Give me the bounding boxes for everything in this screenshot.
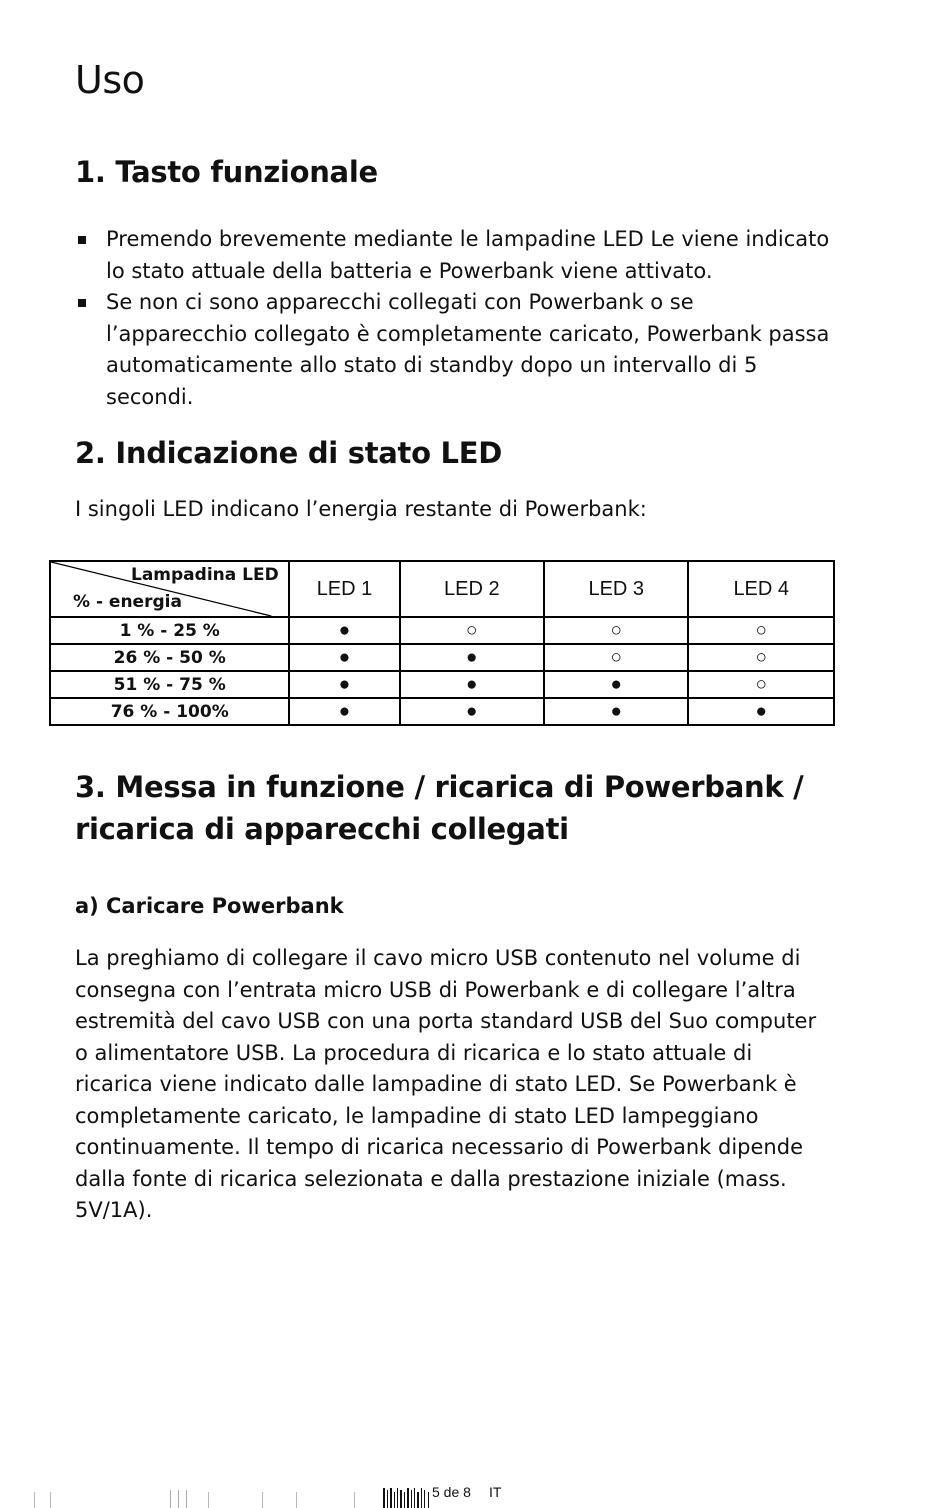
range-cell: 26 % - 50 % bbox=[50, 644, 289, 671]
led-state-cell: ○ bbox=[544, 644, 688, 671]
corner-top-label: Lampadina LED bbox=[131, 565, 279, 585]
subsection-heading bbox=[75, 894, 344, 918]
page-title: Uso bbox=[75, 58, 145, 102]
led-state-cell: ● bbox=[289, 617, 399, 644]
subsection-title: Caricare Powerbank bbox=[106, 894, 344, 918]
table-row bbox=[50, 671, 834, 698]
table-corner-cell bbox=[50, 561, 289, 617]
bullet-item bbox=[75, 224, 835, 287]
table-row bbox=[50, 698, 834, 725]
range-cell: 1 % - 25 % bbox=[50, 617, 289, 644]
range-cell: 76 % - 100% bbox=[50, 698, 289, 725]
column-header: LED 1 bbox=[289, 561, 399, 617]
page-number: 5 de 8 bbox=[432, 1484, 471, 1500]
section3-heading-line2: ricarica di apparecchi collegati bbox=[75, 812, 569, 846]
corner-bottom-label: % - energia bbox=[73, 592, 182, 612]
section1-bullet-list bbox=[75, 224, 835, 413]
led-state-cell: ○ bbox=[544, 617, 688, 644]
section3-heading-line1: 3. Messa in funzione / ricarica di Powerbank / bbox=[75, 770, 804, 804]
bullet-text: Se non ci sono apparecchi collegati con Powerbank o se l’apparecchio collegato è completamente caricato, Powerbank passa automaticamente allo stato di standby dopo un intervallo di 5 secondi. bbox=[106, 290, 830, 409]
led-state-cell: ● bbox=[289, 644, 399, 671]
barcode-icon bbox=[383, 1486, 435, 1508]
subsection-label: a) bbox=[75, 894, 99, 918]
column-header: LED 3 bbox=[544, 561, 688, 617]
section3-paragraph: La preghiamo di collegare il cavo micro USB contenuto nel volume di consegna con l’entrata micro USB di Powerbank e di collegare l’altra estremità del cavo USB con una porta standard USB del Suo computer o alimentatore USB. La procedura di ricarica e lo stato attuale di ricarica viene indicato dalle lampadine di stato LED. Se Powerbank è completamente caricato, le lampadine di stato LED lampeggiano continuamente. Il tempo di ricarica necessario di Powerbank dipende dalla fonte di ricarica selezionata e dalla prestazione iniziale (mass. 5V/1A). bbox=[75, 946, 817, 1222]
table-row bbox=[50, 644, 834, 671]
scan-artifact-marks bbox=[30, 1490, 360, 1508]
square-bullet-icon bbox=[78, 299, 86, 307]
led-state-cell: ● bbox=[400, 671, 544, 698]
led-state-cell: ● bbox=[544, 698, 688, 725]
square-bullet-icon bbox=[78, 236, 86, 244]
bullet-text: Premendo brevemente mediante le lampadine LED Le viene indicato lo stato attuale della batteria e Powerbank viene attivato. bbox=[106, 227, 830, 283]
led-state-cell: ● bbox=[400, 644, 544, 671]
column-header: LED 2 bbox=[400, 561, 544, 617]
section1-heading: 1. Tasto funzionale bbox=[75, 155, 378, 189]
led-state-cell: ● bbox=[289, 698, 399, 725]
led-status-table bbox=[49, 560, 835, 726]
section2-intro: I singoli LED indicano l’energia restante di Powerbank: bbox=[75, 497, 647, 521]
led-state-cell: ● bbox=[544, 671, 688, 698]
column-header: LED 4 bbox=[688, 561, 834, 617]
language-code: IT bbox=[489, 1484, 502, 1500]
range-cell: 51 % - 75 % bbox=[50, 671, 289, 698]
section2-heading: 2. Indicazione di stato LED bbox=[75, 436, 502, 470]
led-state-cell: ● bbox=[400, 698, 544, 725]
table-row bbox=[50, 617, 834, 644]
led-state-cell: ○ bbox=[688, 644, 834, 671]
led-state-cell: ● bbox=[289, 671, 399, 698]
page-footer bbox=[0, 1478, 950, 1508]
led-state-cell: ○ bbox=[688, 671, 834, 698]
bullet-item bbox=[75, 287, 835, 413]
led-state-cell: ○ bbox=[400, 617, 544, 644]
led-state-cell: ○ bbox=[688, 617, 834, 644]
table-header-row bbox=[50, 561, 834, 617]
led-state-cell: ● bbox=[688, 698, 834, 725]
